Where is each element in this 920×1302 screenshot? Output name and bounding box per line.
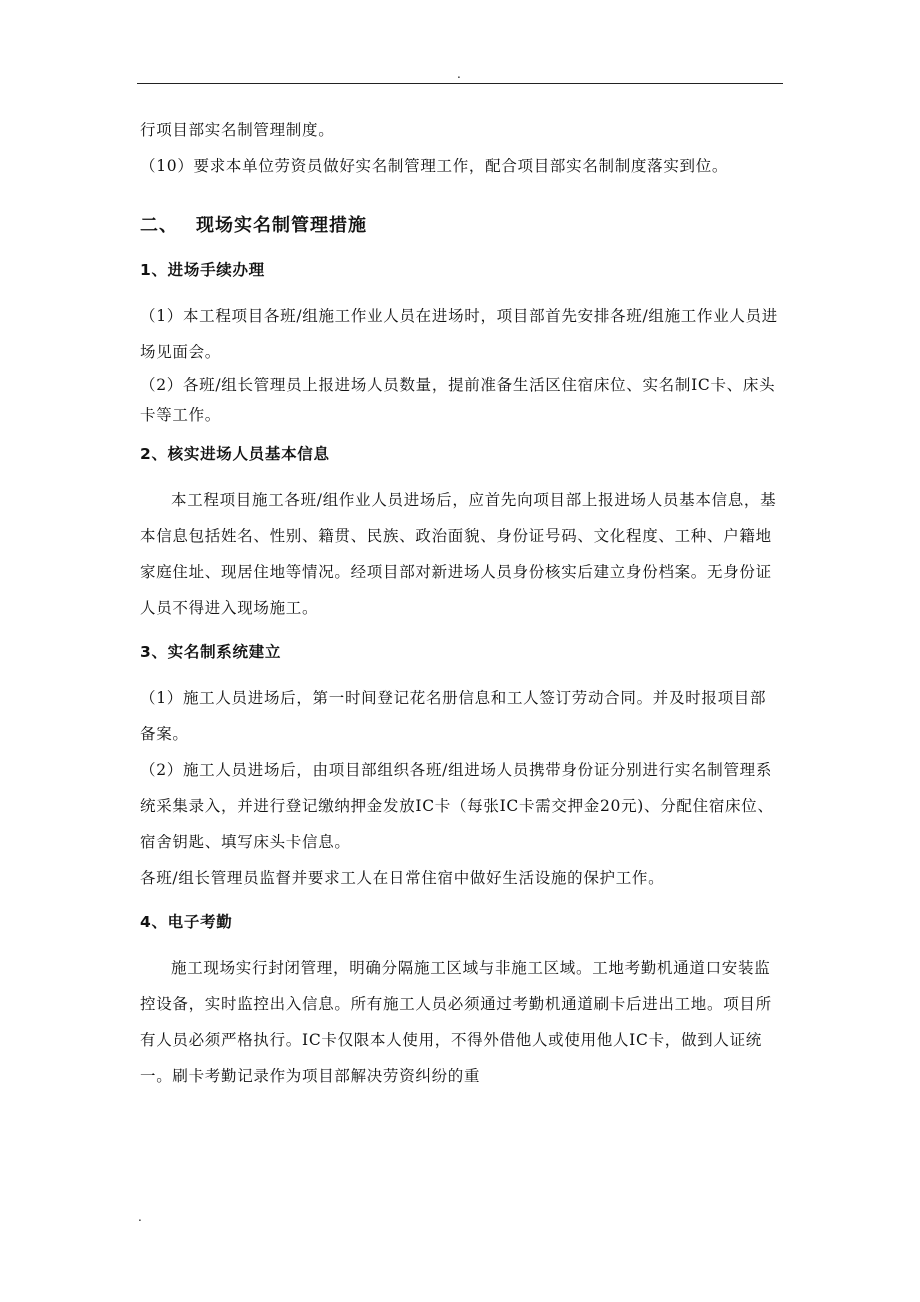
section-title: 现场实名制管理措施: [196, 215, 367, 236]
subheading-2: 2、核实进场人员基本信息: [140, 445, 330, 463]
s1-item-2: （2）各班/组长管理员上报进场人员数量，提前准备生活区住宿床位、实名制IC卡、床头卡等工作。: [140, 376, 776, 424]
footer-dot: .: [138, 1210, 142, 1224]
s3-note: 各班/组长管理员监督并要求工人在日常住宿中做好生活设施的保护工作。: [140, 869, 665, 887]
s1-item-1: （1）本工程项目各班/组施工作业人员在进场时，项目部首先安排各班/组施工作业人员进场见面会。: [140, 307, 779, 361]
s4-body: 施工现场实行封闭管理，明确分隔施工区域与非施工区域。工地考勤机通道口安装监控设备，实时监控出入信息。所有施工人员必须通过考勤机通道刷卡后进出工地。项目所有人员必须严格执行。IC卡仅限本人使用，不得外借他人或使用他人IC卡，做到人证统一。刷卡考勤记录作为项目部解决劳资纠纷的重: [140, 959, 772, 1085]
header-dot: .: [457, 67, 461, 81]
paragraph-item-10: （10）要求本单位劳资员做好实名制管理工作，配合项目部实名制制度落实到位。: [140, 157, 729, 175]
document-body: [140, 112, 780, 1094]
s2-body: 本工程项目施工各班/组作业人员进场后，应首先向项目部上报进场人员基本信息，基本信息包括姓名、性别、籍贯、民族、政治面貌、身份证号码、文化程度、工种、户籍地家庭住址、现居住地等情况。经项目部对新进场人员身份核实后建立身份档案。无身份证人员不得进入现场施工。: [140, 491, 777, 617]
subheading-3: 3、实名制系统建立: [140, 643, 282, 661]
subheading-1: 1、进场手续办理: [140, 261, 265, 279]
section-number: 二、: [140, 215, 178, 236]
paragraph-continued: 行项目部实名制管理制度。: [140, 121, 335, 139]
s3-item-2: （2）施工人员进场后，由项目部组织各班/组进场人员携带身份证分别进行实名制管理系统采集录入，并进行登记缴纳押金发放IC卡（每张IC卡需交押金20元)、分配住宿床位、宿舍钥匙、填写床头卡信息。: [140, 761, 774, 851]
subheading-4: 4、电子考勤: [140, 913, 233, 931]
s3-item-1: （1）施工人员进场后，第一时间登记花名册信息和工人签订劳动合同。并及时报项目部备案。: [140, 689, 767, 743]
header-rule: [137, 83, 783, 84]
section-heading-2: [140, 206, 780, 246]
